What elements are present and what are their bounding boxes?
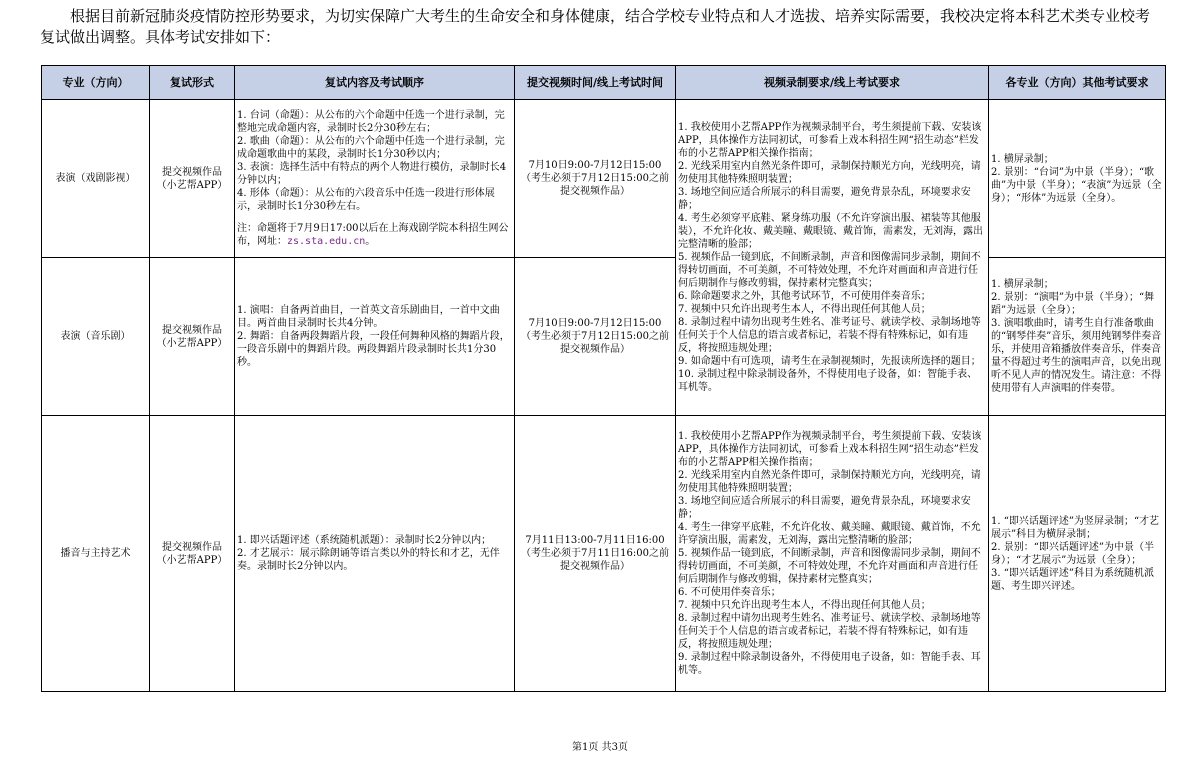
requirements-cell xyxy=(676,416,989,692)
requirement-item: 1. 我校使用小艺帮APP作为视频录制平台，考生须提前下载、安装该APP，具体操作方法同初试，可参看上戏本科招生网“招生动态”栏发布的小艺帮APP相关操作指南； xyxy=(678,122,982,159)
requirement-item: 3. 场地空间应适合所展示的科目需要，避免背景杂乱，环境要求安静； xyxy=(678,187,971,211)
form-line: （小艺帮APP） xyxy=(156,179,228,191)
other-item: 1. 横屏录制； xyxy=(991,279,1054,290)
time-range: 7月11日13:00-7月11日16:00 xyxy=(525,535,665,546)
content-cell xyxy=(235,100,515,258)
exam-schedule-table xyxy=(41,65,1166,692)
requirement-item: 3. 场地空间应适合所展示的科目需要，避免背景杂乱，环境要求安静； xyxy=(678,496,971,520)
header-content: 复试内容及考试顺序 xyxy=(235,66,515,100)
requirement-item: 6. 不可使用伴奏音乐； xyxy=(678,587,781,598)
other-item: 1. 横屏录制； xyxy=(991,153,1054,165)
other-cell xyxy=(989,258,1166,416)
time-range: 7月10日9:00-7月12日15:00 xyxy=(528,160,662,171)
content-item: 1. 演唱：自备两首曲目，一首英文音乐剧曲目，一首中文曲目。两首曲目录制时长共4分钟。 xyxy=(237,305,500,329)
form-cell xyxy=(150,258,235,416)
requirement-item: 4. 考生一律穿平底鞋，不允许化妆、戴美瞳、戴眼镜、戴首饰，不允许穿演出服，需素发，无刘海，露出完整清晰的脸部； xyxy=(678,522,981,546)
table-row xyxy=(42,100,1166,258)
other-item: 2. 景别：“演唱”为中景（半身）；“舞蹈”为远景（全身）； xyxy=(991,292,1155,316)
content-cell xyxy=(235,416,515,692)
form-line: （小艺帮APP） xyxy=(156,337,228,349)
note-text: 注：命题将于7月9日17:00以后在上海戏剧学院本科招生网公布，网址： xyxy=(237,223,509,247)
requirement-item: 5. 视频作品一镜到底，不间断录制，声音和图像需同步录制，期间不得转切画面，不可美颜，不可特效处理，不允许对画面和声音进行任何后期制作与修改剪辑，保持素材完整真实； xyxy=(678,548,981,585)
form-cell xyxy=(150,416,235,692)
time-note: （考生必须于7月12日15:00之前提交视频作品） xyxy=(521,173,669,197)
note-end: 。 xyxy=(365,236,376,247)
time-note: （考生必须于7月12日15:00之前提交视频作品） xyxy=(521,331,669,355)
header-time: 提交视频时间/线上考试时间 xyxy=(515,66,676,100)
requirement-item: 6. 除命题要求之外，其他考试环节，不可使用伴奏音乐； xyxy=(678,291,931,302)
other-item: 1. “即兴话题评述”为竖屏录制；“才艺展示”科目为横屏录制； xyxy=(991,515,1160,540)
table-row xyxy=(42,258,1166,416)
intro-paragraph: 根据目前新冠肺炎疫情防控形势要求，为切实保障广大考生的生命安全和身体健康，结合学校专业特点和人才选拔、培养实际需要，我校决定将本科艺术类专业校考复试做出调整。具体考试安排如下： xyxy=(40,7,1151,46)
other-cell xyxy=(989,100,1166,258)
time-cell xyxy=(515,416,676,692)
major-cell: 播音与主持艺术 xyxy=(42,416,150,692)
requirement-item: 10. 录制过程中除录制设备外，不得使用电子设备，如：智能手表、耳机等。 xyxy=(678,369,978,393)
form-cell xyxy=(150,100,235,258)
other-item: 2. 景别：“台词”为中景（半身）；“歌曲”为中景（半身）；“表演”为远景（全身）；“形体”为远景（全身）。 xyxy=(991,166,1162,204)
requirement-item: 7. 视频中只允许出现考生本人，不得出现任何其他人员； xyxy=(678,600,931,611)
content-item: 1. 台词（命题）：从公布的六个命题中任选一个进行录制，完整地完成命题内容，录制时长2分30秒左右； xyxy=(237,110,505,134)
header-major: 专业（方向） xyxy=(42,66,150,100)
content-item: 2. 才艺展示：展示除朗诵等语言类以外的特长和才艺，无伴奏。录制时长2分钟以内。 xyxy=(237,548,500,572)
time-range: 7月10日9:00-7月12日15:00 xyxy=(528,318,662,329)
content-item: 4. 形体（命题）：从公布的六段音乐中任选一段进行形体展示，录制时长1分30秒左右。 xyxy=(237,188,495,212)
other-item: 2. 景别：“即兴话题评述”为中景（半身）；“才艺展示”为远景（全身）； xyxy=(991,541,1154,566)
header-requirements: 视频录制要求/线上考试要求 xyxy=(676,66,989,100)
table-row xyxy=(42,416,1166,692)
requirement-item: 2. 光线采用室内自然光条件即可，录制保持顺光方向，光线明亮，请勿使用其他特殊照明装置； xyxy=(678,161,981,185)
requirement-item: 1. 我校使用小艺帮APP作为视频录制平台，考生须提前下载、安装该APP，具体操作方法同初试，可参看上戏本科招生网“招生动态”栏发布的小艺帮APP相关操作指南； xyxy=(678,431,982,468)
major-cell: 表演（音乐剧） xyxy=(42,258,150,416)
form-line: 提交视频作品 xyxy=(162,541,222,553)
header-other: 各专业（方向）其他考试要求 xyxy=(989,66,1166,100)
content-item: 2. 歌曲（命题）：从公布的六个命题中任选一个进行录制，完成命题歌曲中的某段，录制时长1分30秒以内； xyxy=(237,136,505,160)
content-note xyxy=(237,222,512,248)
website-link[interactable]: zs.sta.edu.cn xyxy=(287,236,366,247)
form-line: 提交视频作品 xyxy=(162,324,222,336)
requirement-item: 8. 录制过程中请勿出现考生姓名、准考证号、就读学校、录制场地等任何关于个人信息的语言或者标记，若装不得有特殊标记，如有违反，将按照违规处理； xyxy=(678,317,981,354)
requirement-item: 9. 录制过程中除录制设备外，不得使用电子设备，如：智能手表、耳机等。 xyxy=(678,652,981,676)
content-item: 3. 表演：选择生活中有特点的两个人物进行模仿，录制时长4分钟以内； xyxy=(237,162,507,186)
requirement-item: 2. 光线采用室内自然光条件即可，录制保持顺光方向，光线明亮，请勿使用其他特殊照明装置； xyxy=(678,470,981,494)
major-cell: 表演（戏剧影视） xyxy=(42,100,150,258)
time-cell xyxy=(515,100,676,258)
other-item: 3. 演唱歌曲时，请考生自行准备歌曲的“钢琴伴奏”音乐，须用纯钢琴伴奏音乐，并使用音箱播放伴奏音乐，伴奏音量不得超过考生的演唱声音，以免出现听不见人声的情况发生。请注意：不得使用带有人声演唱的伴奏带。 xyxy=(991,318,1162,394)
table-header-row xyxy=(42,66,1166,100)
content-cell xyxy=(235,258,515,416)
other-item: 3. “即兴话题评述”科目为系统随机派题、考生即兴评述。 xyxy=(991,567,1154,592)
form-line: （小艺帮APP） xyxy=(156,554,228,566)
requirements-cell xyxy=(676,100,989,416)
time-cell xyxy=(515,258,676,416)
requirement-item: 7. 视频中只允许出现考生本人，不得出现任何其他人员； xyxy=(678,304,931,315)
other-cell xyxy=(989,416,1166,692)
content-item: 1. 即兴话题评述（系统随机派题）：录制时长2分钟以内； xyxy=(237,535,492,546)
page-footer: 第1页 共3页 xyxy=(572,742,628,753)
form-line: 提交视频作品 xyxy=(162,166,222,178)
requirement-item: 8. 录制过程中请勿出现考生姓名、准考证号、就读学校、录制场地等任何关于个人信息的语言或者标记，若装不得有特殊标记，如有违反，将按照违规处理； xyxy=(678,613,981,650)
content-item: 2. 舞蹈：自备两段舞蹈片段，一段任何舞种风格的舞蹈片段，一段音乐剧中的舞蹈片段。两段舞蹈片段录制时长共1分30秒。 xyxy=(237,331,510,368)
requirement-item: 5. 视频作品一镜到底，不间断录制，声音和图像需同步录制，期间不得转切画面，不可美颜，不可特效处理，不允许对画面和声音进行任何后期制作与修改剪辑，保持素材完整真实； xyxy=(678,252,981,289)
requirement-item: 4. 考生必须穿平底鞋、紧身练功服（不允许穿演出服、裙装等其他服装），不允许化妆、戴美瞳、戴眼镜、戴首饰，需素发，无刘海，露出完整清晰的脸部； xyxy=(678,213,983,250)
header-form: 复试形式 xyxy=(150,66,235,100)
time-note: （考生必须于7月11日16:00之前提交视频作品） xyxy=(521,548,669,572)
requirement-item: 9. 如命题中有可选项，请考生在录制视频时，先报读所选择的题目； xyxy=(678,356,981,367)
